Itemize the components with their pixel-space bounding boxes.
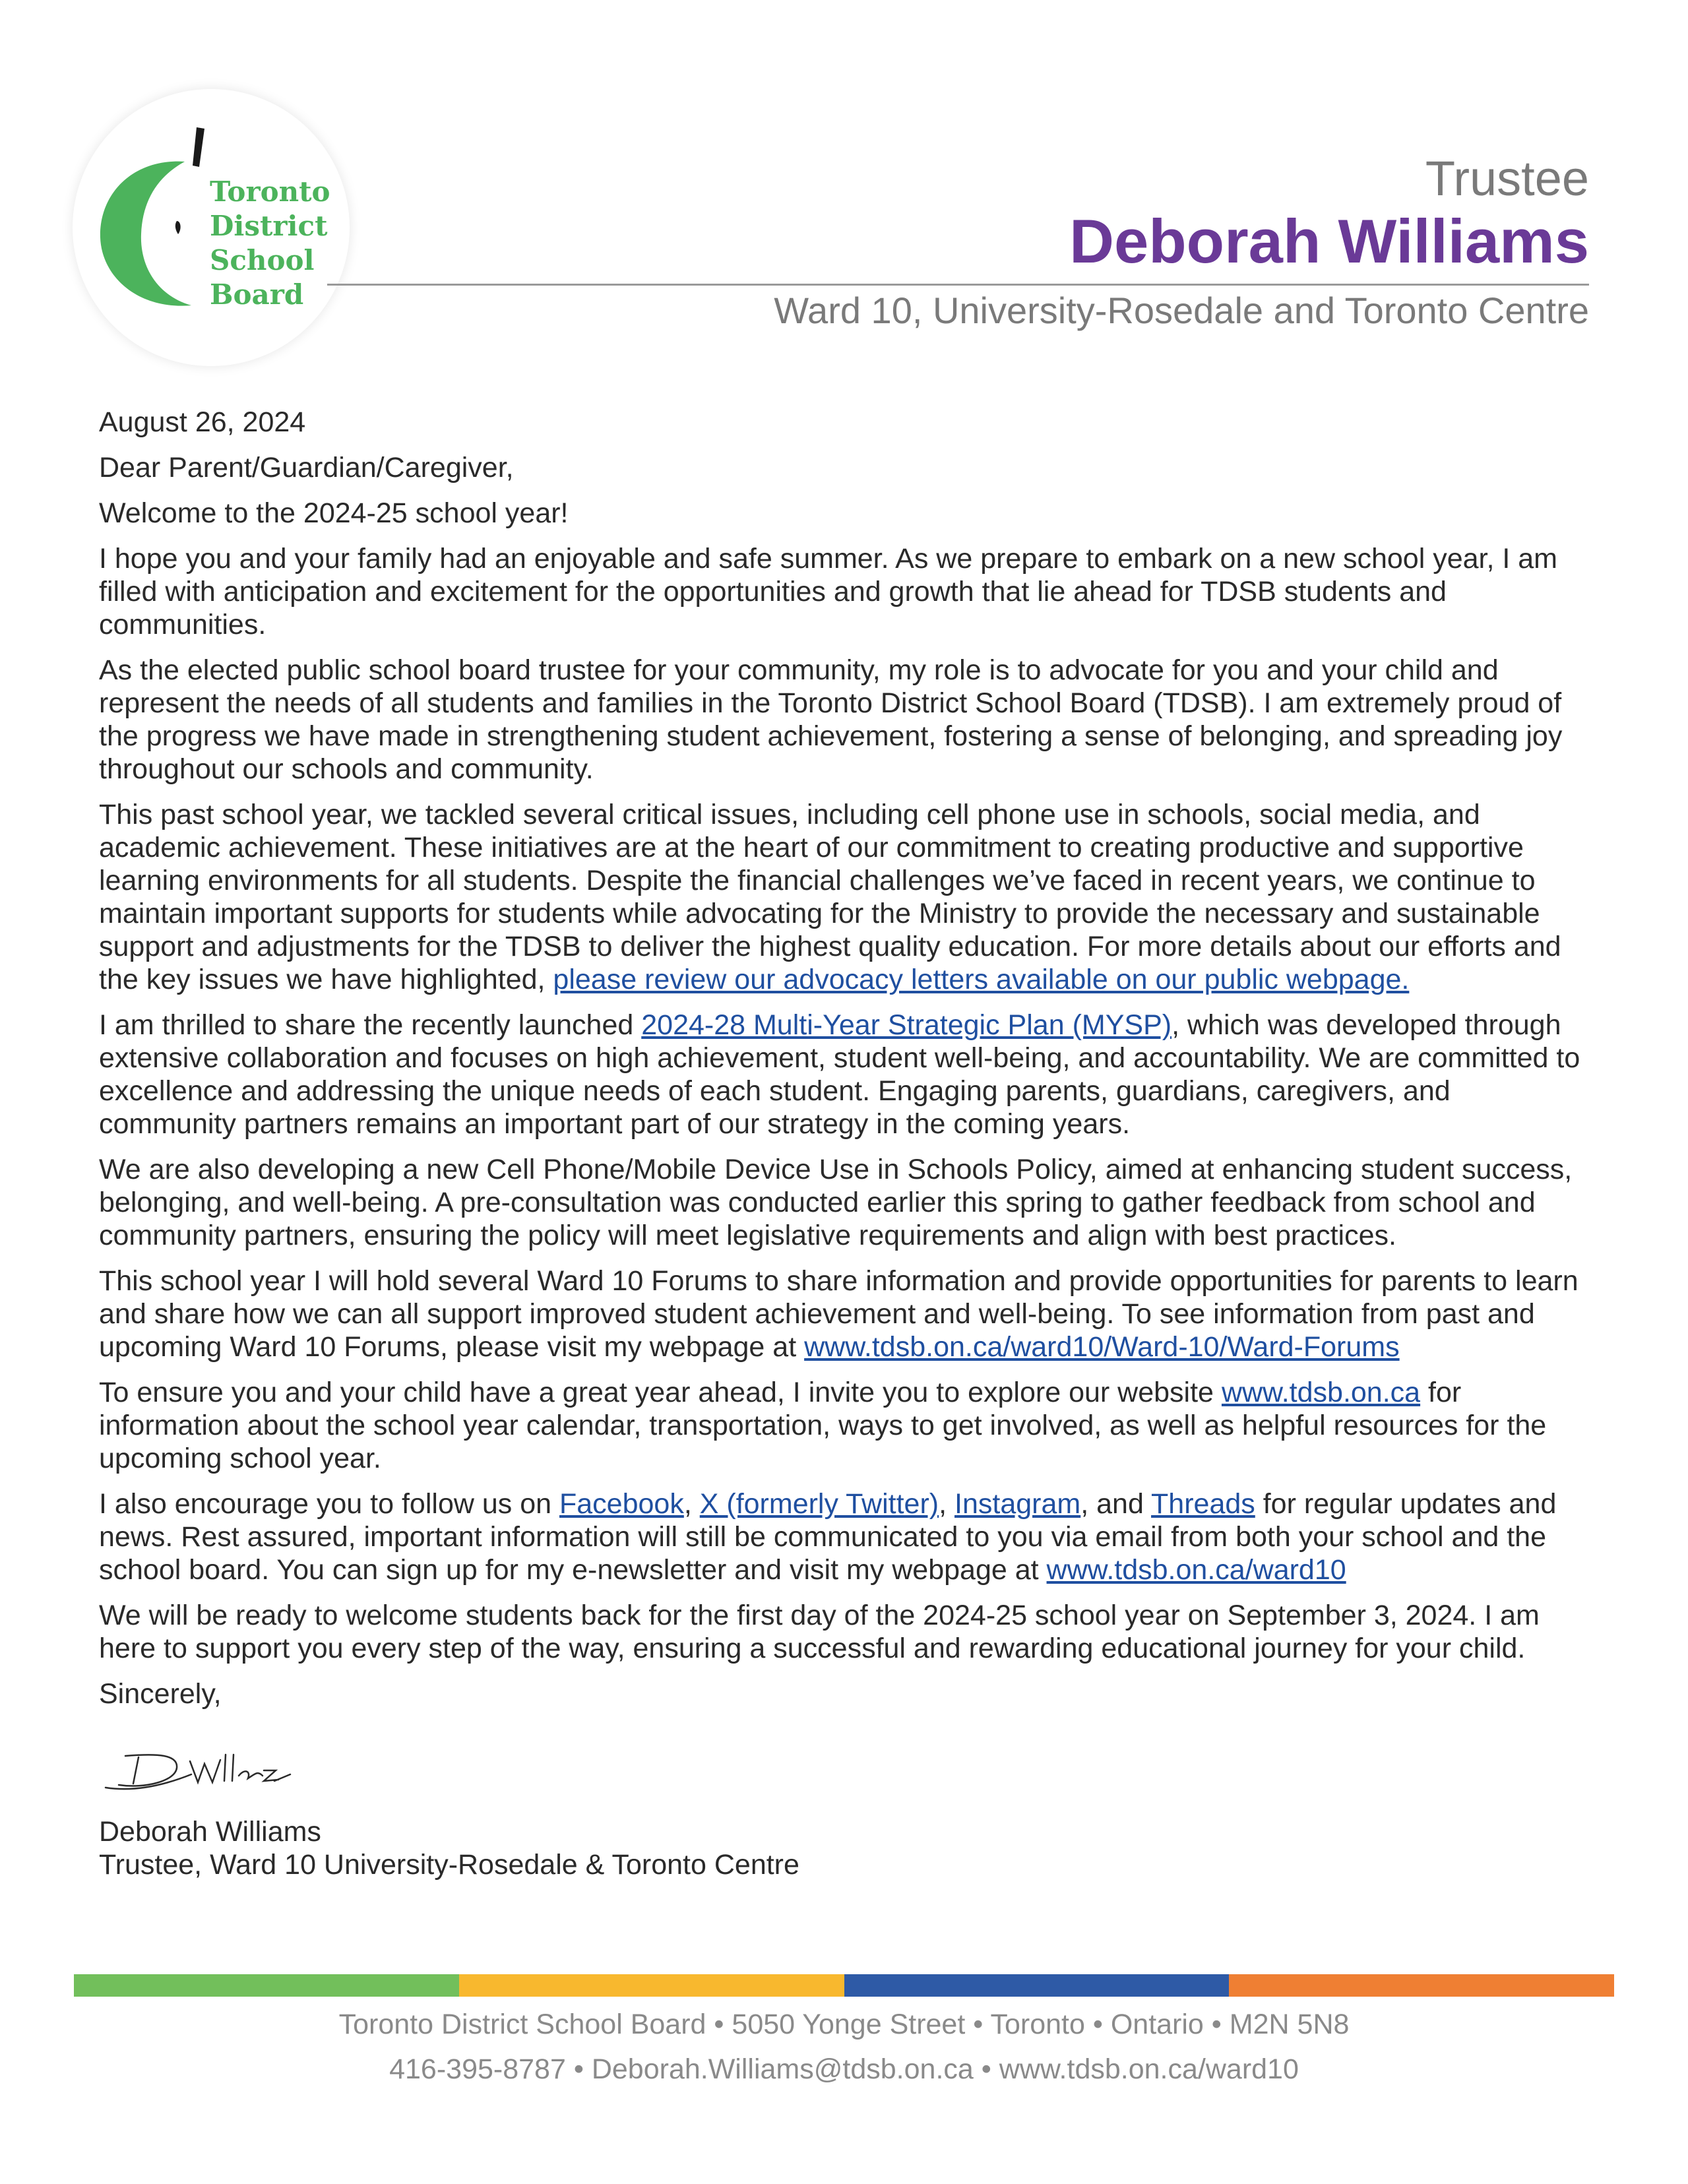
social-separator-2: , — [939, 1488, 955, 1520]
paragraph-past-year — [99, 798, 1590, 996]
paragraph-mysp — [99, 1009, 1590, 1140]
trustee-label: Trustee — [1425, 151, 1589, 206]
trustee-name: Deborah Williams — [1069, 206, 1589, 276]
apple-logo-icon — [92, 122, 224, 313]
header-divider — [327, 284, 1589, 286]
paragraph-website — [99, 1376, 1590, 1475]
footer-contact: 416-395-8787 • Deborah.Williams@tdsb.on.ca • www.tdsb.on.ca/ward10 — [389, 2053, 1299, 2085]
paragraph-mysp-after: , which was developed through extensive collaboration and focuses on high achievement, student well-being, and accountability. We are committed to excellence and addressing the unique needs of each student. Engaging parents, guardians, caregivers, and community partners remains an important part of our strategy in the coming years. — [99, 1009, 1580, 1140]
color-bar-blue — [844, 1974, 1230, 1997]
letter-body — [99, 406, 1590, 1723]
ward-forums-link[interactable]: www.tdsb.on.ca/ward10/Ward-10/Ward-Forums — [804, 1331, 1400, 1363]
paragraph-website-before: To ensure you and your child have a great year ahead, I invite you to explore our website — [99, 1377, 1222, 1408]
color-bar-orange — [1229, 1974, 1614, 1997]
facebook-link[interactable]: Facebook — [559, 1488, 684, 1520]
color-bar-yellow — [459, 1974, 844, 1997]
paragraph-ward-forums-text: This school year I will hold several Ward 10 Forums to share information and provide opportunities for parents to learn and share how we can all support improved student achievement and well-being. To see information from past and upcoming Ward 10 Forums, please visit my webpage at — [99, 1265, 1579, 1363]
letter-date: August 26, 2024 — [99, 406, 306, 438]
logo-line-board: Board — [210, 278, 304, 311]
social-separator-3: , and — [1080, 1488, 1152, 1520]
tdsb-logo-text — [210, 175, 342, 312]
footer-color-bar — [74, 1974, 1614, 1997]
logo-line-district: District — [210, 210, 328, 242]
logo-line-toronto: Toronto — [210, 175, 330, 208]
signature-icon — [99, 1741, 297, 1801]
letter-closing: Sincerely, — [99, 1678, 222, 1710]
ward10-webpage-link[interactable]: www.tdsb.on.ca/ward10 — [1046, 1554, 1346, 1586]
paragraph-summer: I hope you and your family had an enjoyable and safe summer. As we prepare to embark on a new school year, I am filled with anticipation and excitement for the opportunities and growth that lie ahead for TDSB students and communities. — [99, 543, 1557, 640]
paragraph-ward-forums — [99, 1264, 1590, 1363]
paragraph-back-to-school: We will be ready to welcome students back for the first day of the 2024-25 school year on September 3, 2024. I am here to support you every step of the way, ensuring a successful and rewarding educational journey for your child. — [99, 1600, 1540, 1664]
social-separator-1: , — [683, 1488, 700, 1520]
mysp-link[interactable]: 2024-28 Multi-Year Strategic Plan (MYSP) — [641, 1009, 1172, 1041]
instagram-link[interactable]: Instagram — [954, 1488, 1081, 1520]
paragraph-cell-phone-policy: We are also developing a new Cell Phone/Mobile Device Use in Schools Policy, aimed at enhancing student success, belonging, and well-being. A pre-consultation was conducted earlier this spring to gather feedback from school and community partners, ensuring the policy will meet legislative requirements and align with best practices. — [99, 1154, 1573, 1251]
advocacy-letters-link[interactable]: please review our advocacy letters available on our public webpage. — [553, 964, 1410, 995]
paragraph-social-before: I also encourage you to follow us on — [99, 1488, 559, 1520]
signature-title: Trustee, Ward 10 University-Rosedale & Toronto Centre — [99, 1849, 799, 1881]
ward-subtitle: Ward 10, University-Rosedale and Toronto Centre — [774, 290, 1589, 331]
paragraph-past-year-text: This past school year, we tackled several critical issues, including cell phone use in schools, social media, and academic achievement. These initiatives are at the heart of our commitment to creating productive and supportive learning environments for all students. Despite the financial challenges we’ve faced in recent years, we continue to maintain important supports for students while advocating for the Ministry to provide the necessary and sustainable support and adjustments for the TDSB to deliver the highest quality education. For more details about our efforts and the key issues we have highlighted, — [99, 799, 1561, 995]
paragraph-social — [99, 1487, 1590, 1586]
x-twitter-link[interactable]: X (formerly Twitter) — [699, 1488, 939, 1520]
color-bar-green — [74, 1974, 459, 1997]
paragraph-mysp-before: I am thrilled to share the recently launched — [99, 1009, 642, 1041]
signature-name: Deborah Williams — [99, 1816, 321, 1848]
logo-line-school: School — [210, 244, 315, 276]
tdsb-website-link[interactable]: www.tdsb.on.ca — [1221, 1377, 1421, 1408]
paragraph-role: As the elected public school board trustee for your community, my role is to advocate for you and your child and represent the needs of all students and families in the Toronto District School Board (TDSB). I am extremely proud of the progress we have made in strengthening student achievement, fostering a sense of belonging, and spreading joy throughout our schools and community. — [99, 654, 1563, 785]
paragraph-website-after: for information about the school year calendar, transportation, ways to get involved, as well as helpful resources for the upcoming school year. — [99, 1377, 1547, 1474]
footer-address: Toronto District School Board • 5050 Yonge Street • Toronto • Ontario • M2N 5N8 — [338, 2009, 1350, 2040]
threads-link[interactable]: Threads — [1151, 1488, 1255, 1520]
letter-welcome: Welcome to the 2024-25 school year! — [99, 497, 569, 529]
paragraph-social-middle: for regular updates and news. Rest assured, important information will still be communicated to you via email from both your school and the school board. You can sign up for my e-newsletter and visit my webpage at — [99, 1488, 1557, 1586]
letter-salutation: Dear Parent/Guardian/Caregiver, — [99, 452, 514, 484]
